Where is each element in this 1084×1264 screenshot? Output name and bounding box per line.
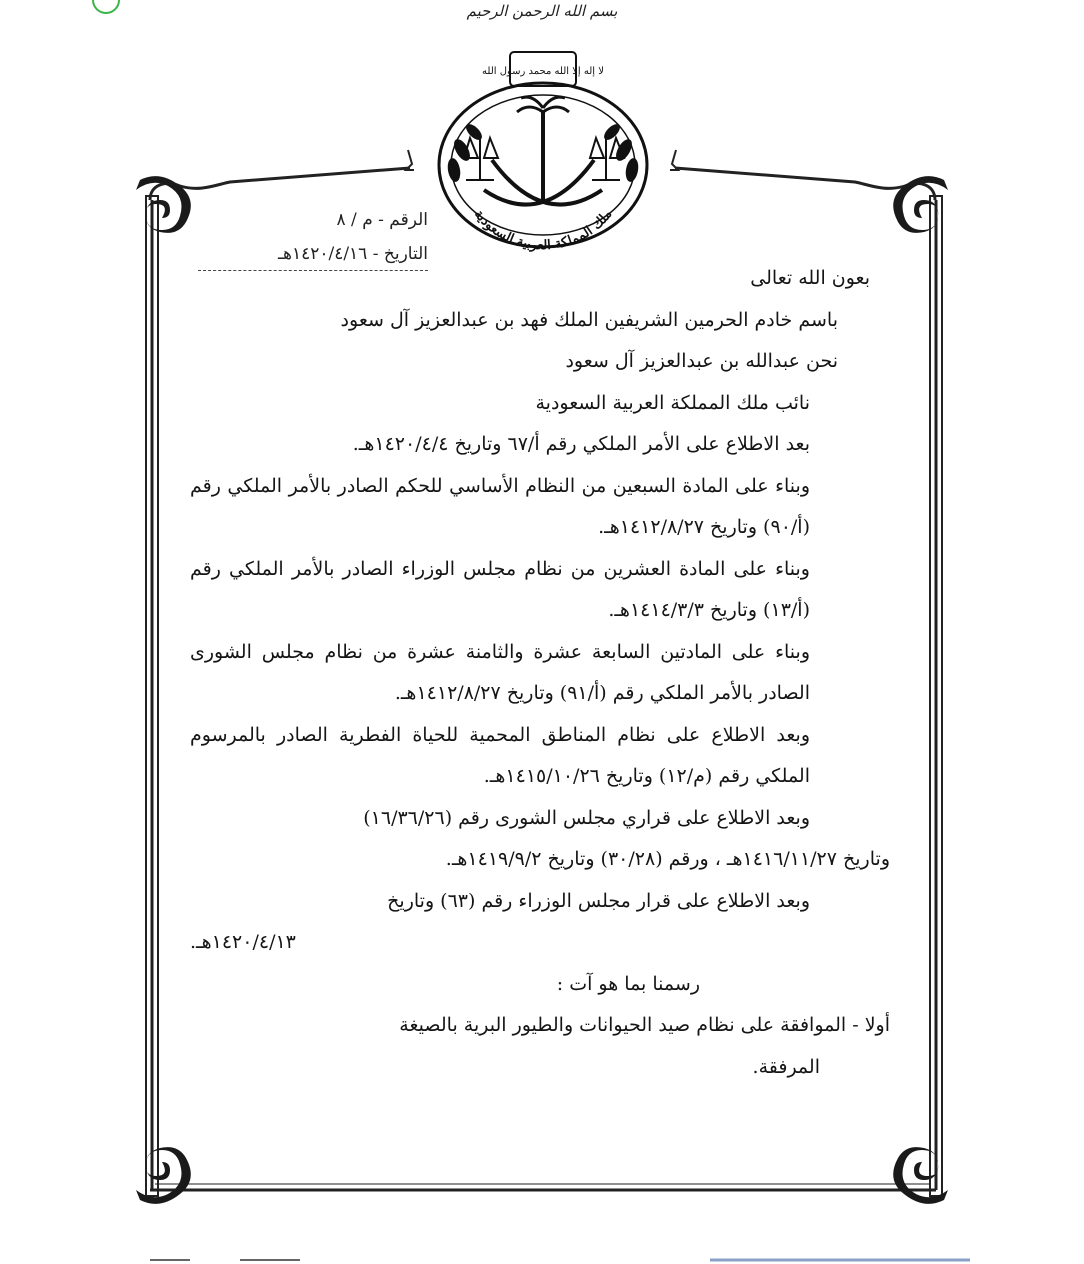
paragraph-5: وبعد الاطلاع على نظام المناطق المحمية للحياة الفطرية الصادر بالمرسوم الملكي رقم (م/١٢) وتاريخ ١٤١٥/١٠/٢٦هـ. — [190, 723, 810, 787]
issuer-line: نحن عبدالله بن عبدالعزيز آل سعود — [565, 350, 838, 372]
emblem-shahada: لا إله إلا الله محمد رسول الله — [482, 66, 604, 77]
paragraph-1: بعد الاطلاع على الأمر الملكي رقم أ/٦٧ وتاريخ ١٤٢٠/٤/٤هـ. — [352, 433, 810, 455]
reference-date: التاريخ - ١٤٢٠/٤/١٦هـ — [277, 244, 428, 264]
emblem-ring-text: ملك المملكة العربية السعودية — [470, 206, 616, 254]
basmala: بسم الله الرحمن الرحيم — [466, 2, 618, 20]
article-1-lead: أولا - — [852, 1014, 890, 1036]
opening-line: بعون الله تعالى — [750, 267, 870, 289]
issuer-title-line: نائب ملك المملكة العربية السعودية — [535, 391, 810, 414]
article-1-continuation: المرفقة. — [752, 1055, 820, 1078]
paragraph-7-line-2: ١٤٢٠/٤/١٣هـ. — [190, 931, 296, 953]
paragraph-7-line-1: وبعد الاطلاع على قرار مجلس الوزراء رقم (٦٣) وتاريخ — [387, 889, 810, 912]
paragraph-4: وبناء على المادتين السابعة عشرة والثامنة عشرة من نظام مجلس الشورى الصادر بالأمر الملكي رقم (أ/٩١) وتاريخ ١٤١٢/٨/٢٧هـ. — [190, 640, 810, 704]
article-1-text: الموافقة على نظام صيد الحيوانات والطيور البرية بالصيغة — [399, 1014, 847, 1036]
decree-body — [190, 258, 890, 1088]
royal-emblem — [432, 40, 654, 262]
paragraph-6-line-2: وتاريخ ١٤١٦/١١/٢٧هـ ، ورقم (٣٠/٢٨) وتاريخ ١٤١٩/٩/٢هـ. — [445, 848, 890, 870]
article-1 — [190, 1005, 890, 1047]
paragraph-6-line-1: وبعد الاطلاع على قراري مجلس الشورى رقم (١٦/٣٦/٢٦) — [363, 806, 810, 829]
decree-statement: رسمنا بما هو آت : — [556, 972, 700, 995]
reference-number: الرقم - م / ٨ — [336, 210, 428, 230]
bottom-scan-edge — [0, 1256, 1084, 1264]
in-name-of-line: باسم خادم الحرمين الشريفين الملك فهد بن عبدالعزيز آل سعود — [340, 308, 838, 331]
paragraph-2: وبناء على المادة السبعين من النظام الأساسي للحكم الصادر بالأمر الملكي رقم (أ/٩٠) وتاريخ ١٤١٢/٨/٢٧هـ. — [190, 474, 810, 538]
paragraph-3: وبناء على المادة العشرين من نظام مجلس الوزراء الصادر بالأمر الملكي رقم (أ/١٣) وتاريخ ١٤١٤/٣/٣هـ. — [190, 557, 810, 621]
svg-text:ملك المملكة العربية السعودية — [471, 207, 616, 253]
